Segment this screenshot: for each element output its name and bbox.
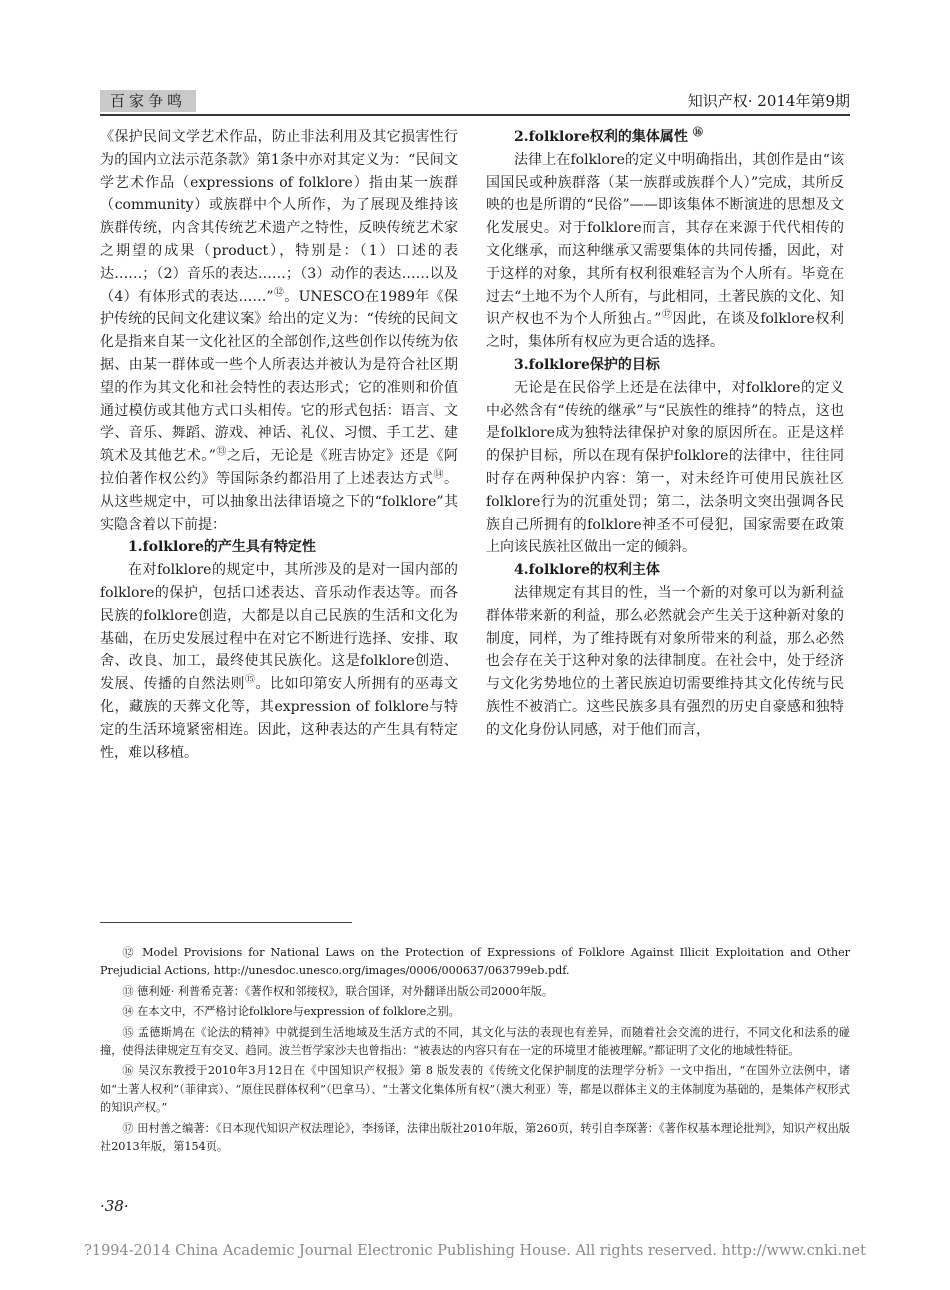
subheading-2: 2.folklore权利的集体属性 ⑯ [514,127,703,145]
footnote-15: ⑮ 孟德斯鸠在《论法的精神》中就提到生活地域及生活方式的不同，其文化与法的表现也有差异，而随着社会交流的进行，不同文化和法系的碰撞，使得法律规定互有交叉、趋同。波兰哲学家沙夫也曾指出：“被表达的内容只有在一定的环境里才能被理解。”都证明了文化的地域性特征。 [100,1025,850,1058]
footnote-14: ⑭ 在本文中，不严格讨论folklore与expression of folklore之别。 [122,1005,460,1019]
footnotes [100,944,850,1158]
subheading-3: 3.folklore保护的目标 [514,356,660,373]
paragraph-specificity: 在对folklore的规定中，其所涉及的是对一国内部的folklore的保护，包括口述表达、音乐动作表达等。而各民族的folklore创造，大都是以自己民族的生活和文化为基础，在历史发展过程中在对它不断进行选择、安排、取舍、改良、加工，最终使其民族化。这是folklore创造、发展、传播的自然法则⑮。比如印第安人所拥有的巫毒文化，藏族的天葬文化等，其expression of folklore与特定的生活环境紧密相连。因此，这种表达的产生具有特定性，难以移植。 [100,562,458,761]
page-number: ·38· [100,1197,129,1215]
right-column [486,126,844,742]
running-header [100,90,850,112]
footnote-ref-12[interactable]: ⑫ [273,287,285,299]
footnote-ref-14[interactable]: ⑭ [433,469,444,481]
footnote-13: ⑬ 德利娅· 利普希克著：《著作权和邻接权》，联合国译，对外翻译出版公司2000年版。 [122,984,554,998]
left-column [100,126,458,764]
footnote-ref-16[interactable]: ⑯ [692,127,703,139]
footnote-17: ⑰ 田村善之编著：《日本现代知识产权法理论》，李扬译，法律出版社2010年版，第260页，转引自李琛著：《著作权基本理论批判》，知识产权出版社2013年版，第154页。 [100,1121,850,1154]
footnote-16: ⑯ 吴汉东教授于2010年3月12日在《中国知识产权报》第 8 版发表的《传统文化保护制度的法理学分析》一文中指出，“在国外立法例中，诸如“土著人权利”（菲律宾）、“原住民群体权利”（巴拿马）、“土著文化集体所有权”（澳大利亚）等，都是以群体主义的主体制度为基础的，是集体产权形式的知识产权。” [100,1064,850,1115]
journal-issue: 知识产权· 2014年第9期 [687,92,850,110]
paragraph-rights-holder: 法律规定有其目的性，当一个新的对象可以为新利益群体带来新的利益，那么必然就会产生关于这种新对象的制度，同样，为了维持既有对象所带来的利益，那么必然也会存在关于这种对象的法律制度。在社会中，处于经济与文化劣势地位的土著民族迫切需要维持其文化传统与民族性不被消亡。这些民族多具有强烈的历史自豪感和独特的文化身份认同感，对于他们而言， [486,584,844,738]
footnote-ref-17[interactable]: ⑰ [661,309,673,321]
paragraph-definitions: 《保护民间文学艺术作品，防止非法利用及其它损害性行为的国内立法示范条款》第1条中亦对其定义为：“民间文学艺术作品（expressions of folklore）指由某一族群（community）或族群中个人所作，为了展现及维持该族群传统，内含其传统艺术遗产之特性，反映传统艺术家之期望的成果（product），特别是：（1）口述的表达……；（2）音乐的表达……；（3）动作的表达……以及（4）有体形式的表达……”⑫。UNESCO在1989年《保护传统的民间文化建议案》给出的定义为：“传统的民间文化是指来自某一文化社区的全部创作,这些创作以传统为依据、由某一群体或一些个人所表达并被认为是符合社区期望的作为其文化和社会特性的表达形式；它的准则和价值通过模仿或其他方式口头相传。它的形式包括：语言、文学、音乐、舞蹈、游戏、神话、礼仪、习惯、手工艺、建筑术及其他艺术。”⑬之后，无论是《班吉协定》还是《阿拉伯著作权公约》等国际条约都沿用了上述表达方式⑭。从这些规定中，可以抽象出法律语境之下的“folklore”其实隐含着以下前提： [100,129,459,533]
copyright-notice: ?1994-2014 China Academic Journal Electronic Publishing House. All rights reserved. http://www.cnki.net [84,1243,866,1259]
paragraph-collective: 法律上在folklore的定义中明确指出，其创作是由“该国国民或种族群落（某一族群或族群个人）”完成，其所反映的也是所谓的“民俗”——即该集体不断演进的思想及文化发展史。对于folklore而言，其存在来源于代代相传的文化继承，而这种继承又需要集体的共同传播，因此，对于这样的对象，其所有权利很难轻言为个人所有。毕竟在过去“土地不为个人所有，与此相同，土著民族的文化、知识产权也不为个人所独占。”⑰因此，在谈及folklore权利之时，集体所有权应为更合适的选择。 [486,151,844,351]
paragraph-goals: 无论是在民俗学上还是在法律中，对folklore的定义中必然含有“传统的继承”与“民族性的维持”的特点，这也是folklore成为独特法律保护对象的原因所在。正是这样的保护目标，所以在现有保护folklore的法律中，往往同时存在两种保护内容：第一，对未经许可使用民族社区folklore行为的沉重处罚；第二，法条明文突出强调各民族自己所拥有的folklore神圣不可侵犯，国家需要在政策上向该民族社区做出一定的倾斜。 [486,379,844,556]
footnote-ref-13[interactable]: ⑬ [215,446,227,458]
header-rule [100,114,850,116]
footnote-12: ⑫ Model Provisions for National Laws on the Protection of Expressions of Folklore Against Illicit Exploitation and Other Prejudicial Actions, http://unesdoc.unesco.org/images/0006/000637/063799eb.pdf. [100,946,850,978]
section-tag: 百家争鸣 [100,90,196,112]
subheading-4: 4.folklore的权利主体 [514,562,660,579]
footnote-separator [100,922,352,923]
subheading-1: 1.folklore的产生具有特定性 [128,539,316,556]
footnote-ref-15[interactable]: ⑮ [245,674,256,686]
